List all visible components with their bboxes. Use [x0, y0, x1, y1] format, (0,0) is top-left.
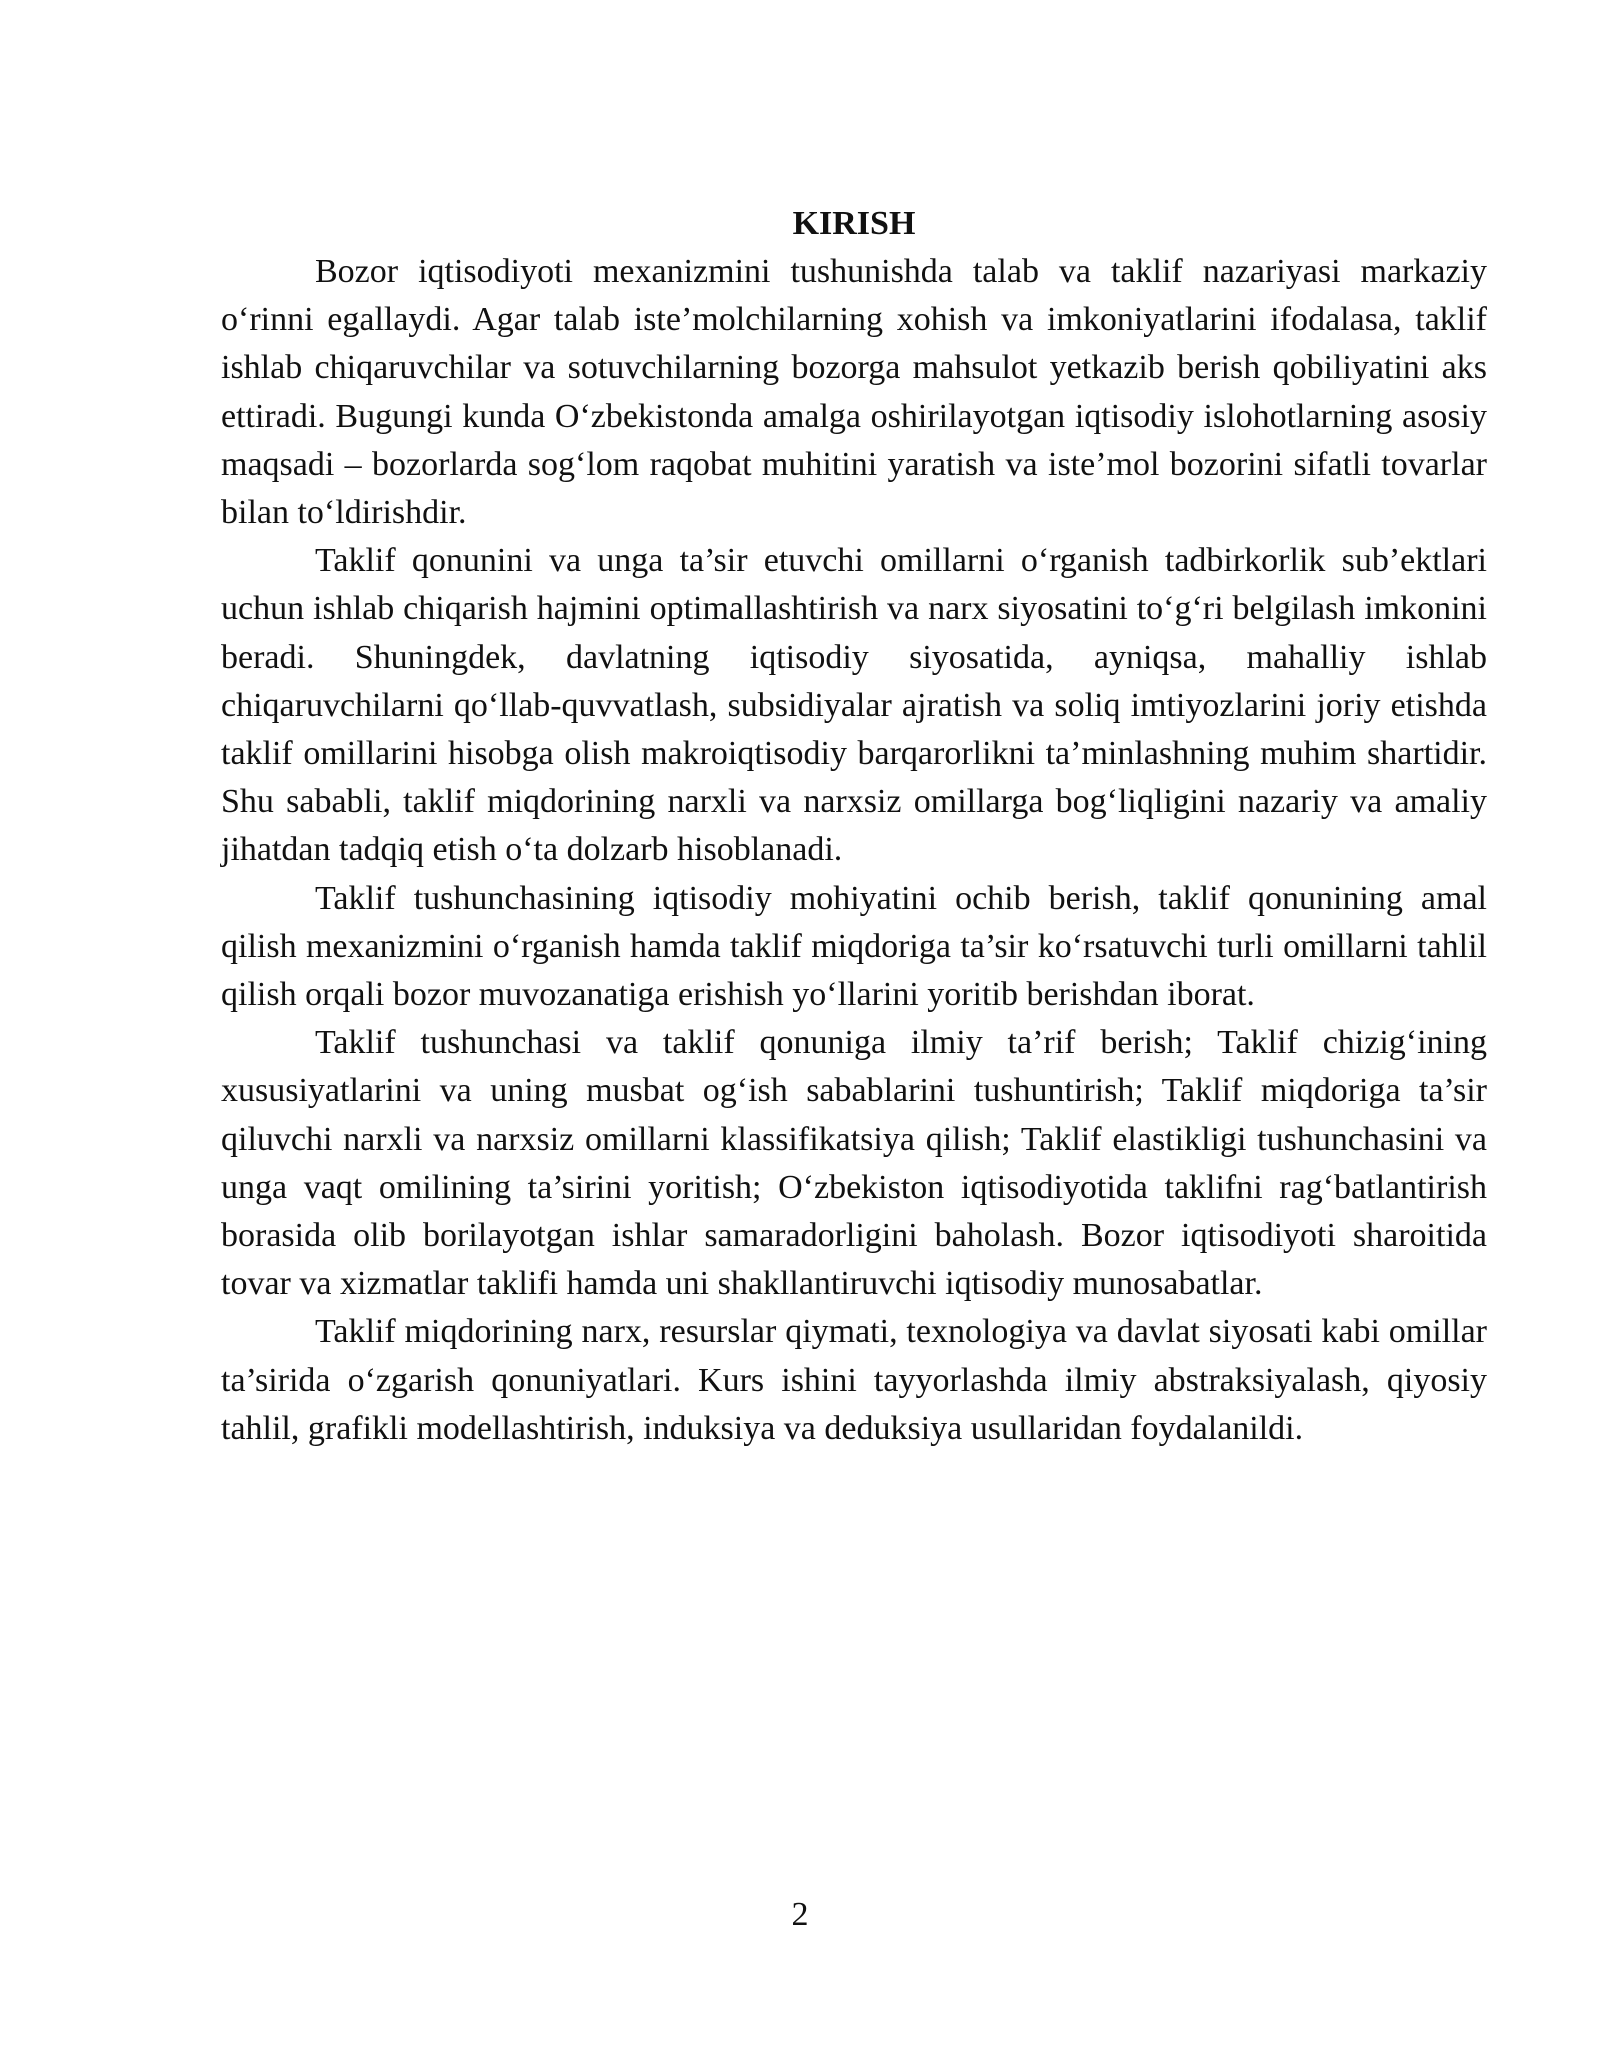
paragraph-1: Bozor iqtisodiyoti mexanizmini tushunishda talab va taklif nazariyasi markaziy o‘rinni egallaydi. Agar talab iste’molchilarning xohish va imkoniyatlarini ifodalasa, taklif ishlab chiqaruvchilar va sotuvchilarning bozorga mahsulot yetkazib berish qobiliyatini aks ettiradi. Bugungi kunda O‘zbekistonda amalga oshirilayotgan iqtisodiy islohotlarning asosiy maqsadi – bozorlarda sog‘lom raqobat muhitini yaratish va iste’mol bozorini sifatli tovarlar bilan to‘ldirishdir. — [221, 253, 1487, 532]
paragraph-3: Taklif tushunchasining iqtisodiy mohiyatini ochib berish, taklif qonunining amal qilish mexanizmini o‘rganish hamda taklif miqdoriga ta’sir ko‘rsatuvchi turli omillarni tahlil qilish orqali bozor muvozanatiga erishish yo‘llarini yoritib berishdan iborat. — [221, 879, 1487, 1014]
page-content — [221, 200, 1487, 1453]
page-number: 2 — [791, 1896, 809, 1933]
paragraph-2: Taklif qonunini va unga ta’sir etuvchi omillarni o‘rganish tadbirkorlik sub’ektlari uchun ishlab chiqarish hajmini optimallashtirish va narx siyosatini to‘g‘ri belgilash imkonini beradi. Shuningdek, davlatning iqtisodiy siyosatida, ayniqsa, mahalliy ishlab chiqaruvchilarni qo‘llab-quvvatlash, subsidiyalar ajratish va soliq imtiyozlarini joriy etishda taklif omillarini hisobga olish makroiqtisodiy barqarorlikni ta’minlashning muhim shartidir. Shu sababli, taklif miqdorining narxli va narxsiz omillarga bog‘liqligini nazariy va amaliy jihatdan tadqiq etish o‘ta dolzarb hisoblanadi. — [221, 542, 1487, 869]
section-title: KIRISH — [792, 205, 916, 242]
paragraph-5: Taklif miqdorining narx, resurslar qiymati, texnologiya va davlat siyosati kabi omillar ta’sirida o‘zgarish qonuniyatlari. Kurs ishini tayyorlashda ilmiy abstraksiyalash, qiyosiy tahlil, grafikli modellashtirish, induksiya va deduksiya usullaridan foydalanildi. — [221, 1313, 1487, 1447]
paragraph-4: Taklif tushunchasi va taklif qonuniga ilmiy ta’rif berish; Taklif chizig‘ining xususiyatlarini va uning musbat og‘ish sabablarini tushuntirish; Taklif miqdoriga ta’sir qiluvchi narxli va narxsiz omillarni klassifikatsiya qilish; Taklif elastikligi tushunchasini va unga vaqt omilining ta’sirini yoritish; O‘zbekiston iqtisodiyotida taklifni rag‘batlantirish borasida olib borilayotgan ishlar samaradorligini baholash. Bozor iqtisodiyoti sharoitida tovar va xizmatlar taklifi hamda uni shakllantiruvchi iqtisodiy munosabatlar. — [221, 1024, 1487, 1303]
